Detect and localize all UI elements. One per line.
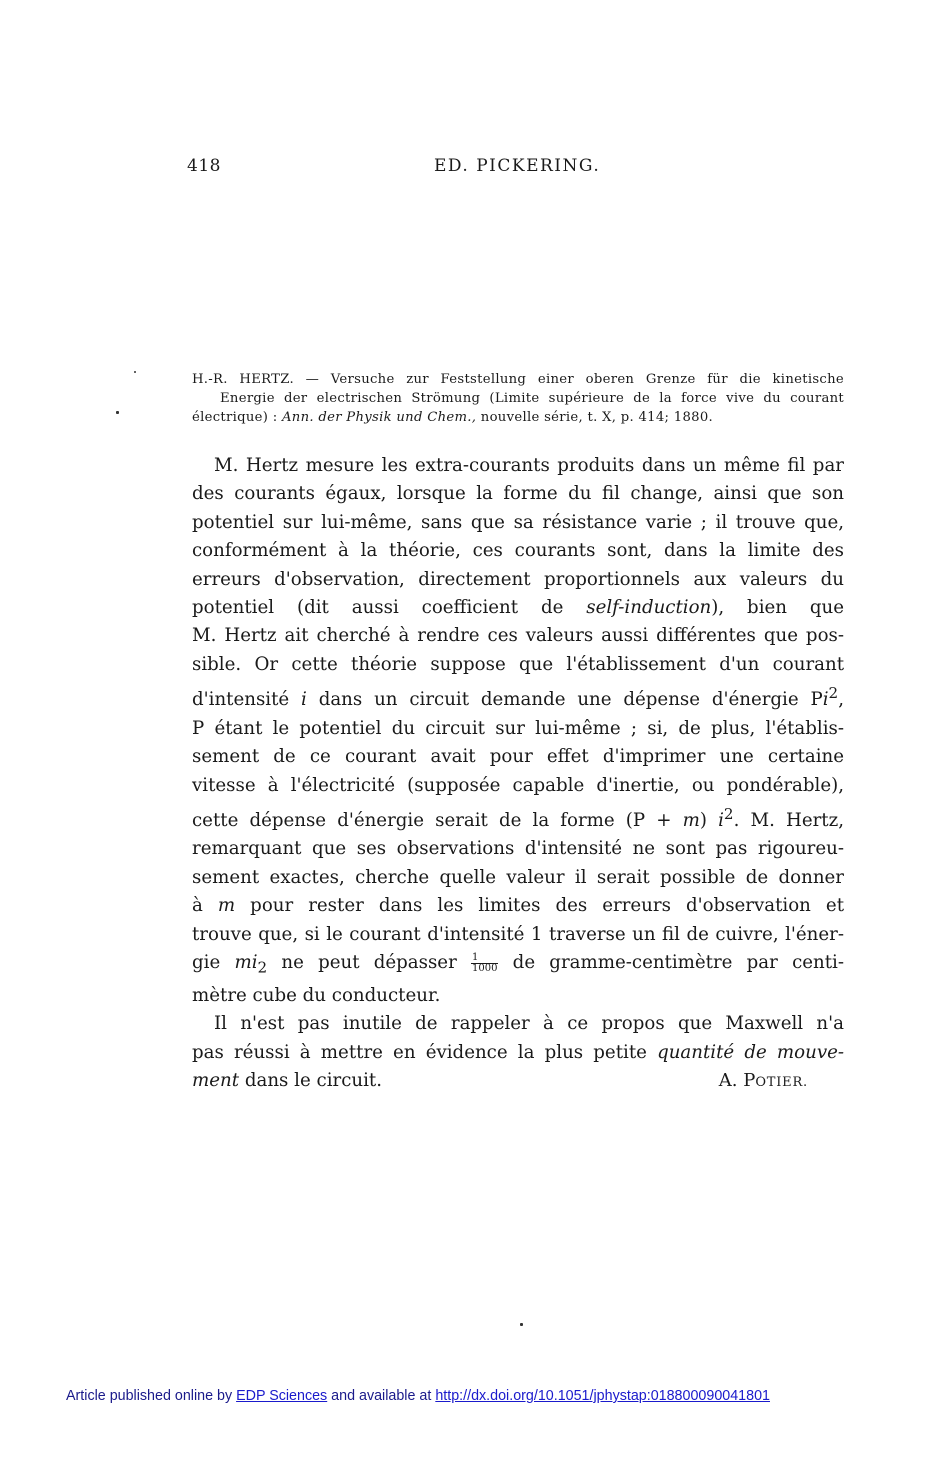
math-exponent: 2: [723, 804, 734, 823]
citation-line: [192, 408, 844, 427]
citation-line: Energie der electrischen Strömung (Limite supérieure de la force vive du courant: [220, 391, 844, 406]
body-line: M. Hertz mesure les extra-courants produits dans un même fil par: [214, 455, 844, 476]
scan-speck: [116, 411, 119, 414]
body-line: potentiel sur lui-même, sans que sa résistance varie ; il trouve que,: [192, 511, 844, 533]
math-variable: m: [217, 895, 236, 917]
doi-link[interactable]: http://dx.doi.org/10.1051/jphystap:018800090041801: [435, 1388, 770, 1404]
body-text: dans le circuit.: [239, 1070, 383, 1092]
scan-speck: [134, 371, 136, 373]
citation-line: H.-R. HERTZ. — Versuche zur Feststellung einer oberen Grenze für die kinetische: [192, 372, 844, 387]
body-line: [192, 679, 844, 714]
body-line: remarquant que ses observations d'intensité ne sont pas rigoureu-: [192, 838, 844, 860]
body-text: . M. Hertz,: [733, 810, 844, 831]
body-line: des courants égaux, lorsque la forme du fil change, ainsi que son: [192, 483, 844, 505]
author-signature: [719, 1067, 844, 1097]
body-text: de gramme-centimètre par centi-: [498, 952, 844, 974]
math-exponent: 2: [828, 684, 839, 703]
signature-initial: A. P: [718, 1070, 756, 1092]
emphasis: self-induction: [586, 597, 712, 619]
body-line: M. Hertz ait cherché à rendre ces valeurs aussi différentes que pos-: [192, 625, 844, 647]
body-line: [192, 892, 844, 920]
body-text: à: [192, 895, 218, 917]
emphasis: quantité de mouve-: [657, 1041, 845, 1063]
citation-text: électrique) :: [192, 410, 282, 425]
edp-sciences-link[interactable]: EDP Sciences: [236, 1388, 328, 1404]
body-line: [192, 800, 844, 835]
body-line: [192, 1039, 844, 1067]
journal-title: Ann. der Physik und Chem.,: [281, 410, 477, 425]
body-text: gie: [192, 952, 235, 974]
body-line: [192, 1067, 844, 1097]
body-line: P étant le potentiel du circuit sur lui-même ; si, de plus, l'établis-: [192, 717, 844, 739]
body-line: trouve que, si le courant d'intensité 1 traverse un fil de cuivre, l'éner-: [192, 923, 844, 945]
body-text: ), bien que: [711, 597, 844, 619]
footer-text: Article published online by: [66, 1388, 237, 1404]
body-line: [192, 594, 844, 622]
fraction-denominator: 1000: [472, 962, 498, 974]
body-text: potentiel (dit aussi coefficient de: [192, 597, 587, 619]
citation-text: nouvelle série, t. X, p. 414; 1880.: [476, 410, 714, 425]
body-line: mètre cube du conducteur.: [192, 985, 441, 1007]
math-variable: i: [822, 689, 829, 711]
body-line: [192, 949, 844, 982]
bibliographic-citation: [192, 370, 844, 427]
body-text: dans un circuit demande une dépense d'énergie P: [306, 689, 823, 711]
body-text: [192, 1067, 382, 1097]
body-line: erreurs d'observation, directement proportionnels aux valeurs du: [192, 568, 844, 590]
math-variable: m: [682, 810, 700, 831]
running-head: ED. PICKERING.: [434, 156, 601, 176]
body-line: sement de ce courant avait pour effet d'imprimer une certaine: [192, 746, 844, 768]
body-line: sement exactes, cherche quelle valeur il serait possible de donner: [192, 866, 844, 888]
article-body: [192, 452, 844, 1098]
footer-text: and available at: [327, 1388, 436, 1404]
math-variable: i: [301, 689, 307, 711]
body-text: d'intensité: [192, 689, 302, 711]
body-line: conformément à la théorie, ces courants sont, dans la limite des: [192, 540, 844, 562]
publication-footer: [66, 1388, 770, 1404]
body-text: pour rester dans les limites des erreurs d'observation et: [235, 895, 844, 917]
page-number: 418: [187, 156, 221, 176]
body-text: ,: [838, 689, 844, 711]
math-subscript: 2: [257, 958, 268, 977]
body-text: ): [699, 810, 719, 831]
math-variable: mi: [234, 952, 258, 974]
math-variable: i: [718, 810, 724, 831]
body-line: Il n'est pas inutile de rappeler à ce propos que Maxwell n'a: [214, 1013, 844, 1035]
body-line: sible. Or cette théorie suppose que l'établissement d'un courant: [192, 653, 844, 675]
math-fraction: [471, 953, 498, 974]
body-text: cette dépense d'énergie serait de la forme (P +: [192, 810, 683, 831]
body-text: ne peut dépasser: [267, 952, 471, 974]
body-line: vitesse à l'électricité (supposée capable d'inertie, ou pondérable),: [192, 774, 844, 796]
emphasis: ment: [192, 1070, 240, 1092]
scan-speck: [520, 1323, 523, 1326]
signature-smallcaps: OTIER.: [755, 1075, 808, 1091]
fraction-numerator: 1: [471, 953, 498, 964]
body-text: pas réussi à mettre en évidence la plus petite: [192, 1041, 658, 1063]
